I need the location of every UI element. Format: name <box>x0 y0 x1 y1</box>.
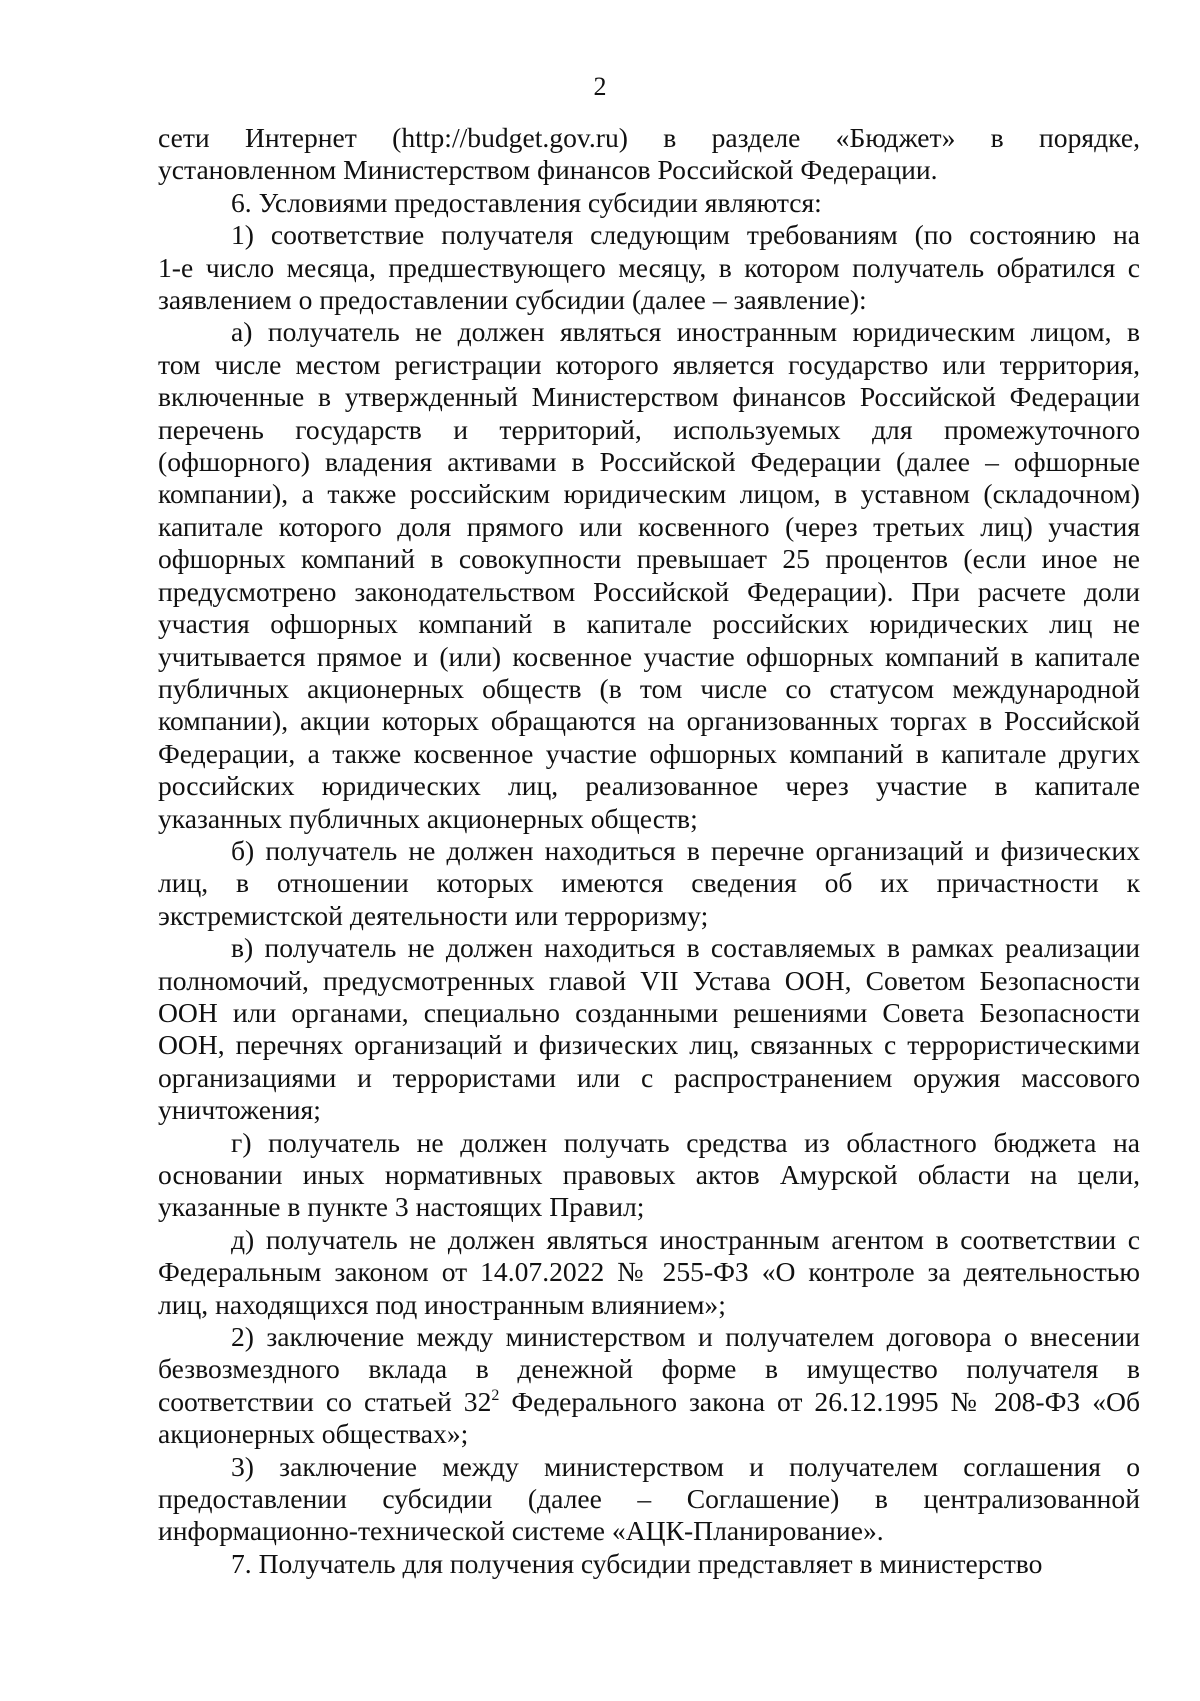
paragraph <box>158 122 1140 187</box>
text-line: организациями и террористами или с распространением оружия массового <box>158 1061 1140 1093</box>
text-line: предусмотрено законодательством Российской Федерации). При расчете доли <box>158 575 1140 607</box>
text-line: 2) заключение между министерством и получателем договора о внесении <box>231 1321 1140 1353</box>
text-line: перечень государств и территорий, используемых для промежуточного <box>158 413 1140 445</box>
text-line <box>158 1386 1140 1418</box>
text-line: б) получатель не должен находиться в перечне организаций и физических <box>231 834 1140 866</box>
text-line: участия офшорных компаний в капитале российских юридических лиц не <box>158 608 1140 640</box>
text-line: лиц, в отношении которых имеются сведения об их причастности к <box>158 867 1140 899</box>
text-line: (офшорного) владения активами в Российской Федерации (далее – офшорные <box>158 446 1140 478</box>
text-line: российских юридических лиц, реализованное через участие в капитале <box>158 770 1140 802</box>
paragraph <box>158 1548 1140 1580</box>
text-line: сети Интернет (http://budget.gov.ru) в разделе «Бюджет» в порядке, <box>158 122 1140 153</box>
paragraph <box>158 316 1140 835</box>
text-line: 1-е число месяца, предшествующего месяцу, в котором получатель обратился с <box>158 251 1140 283</box>
text-line: безвозмездного вклада в денежной форме в имущество получателя в <box>158 1353 1140 1385</box>
text-line: полномочий, предусмотренных главой VII Устава ООН, Советом Безопасности <box>158 964 1140 996</box>
text-line: компании), акции которых обращаются на организованных торгах в Российской <box>158 705 1140 737</box>
text-line: 6. Условиями предоставления субсидии являются: <box>231 186 822 218</box>
text-line: заявлением о предоставлении субсидии (далее – заявление): <box>158 284 867 316</box>
text-line: публичных акционерных обществ (в том числе со статусом международной <box>158 672 1140 704</box>
text-line: в) получатель не должен находиться в составляемых в рамках реализации <box>231 932 1140 964</box>
text-line: акционерных обществах»; <box>158 1418 469 1450</box>
text-line: г) получатель не должен получать средства из областного бюджета на <box>231 1126 1140 1158</box>
text-line: компании), а также российским юридическим лицом, в уставном (складочном) <box>158 478 1140 510</box>
text-line: Федерации, а также косвенное участие офшорных компаний в капитале других <box>158 737 1140 769</box>
paragraph <box>158 219 1140 316</box>
text-line: экстремистской деятельности или терроризму; <box>158 899 709 931</box>
text-line: 3) заключение между министерством и получателем соглашения о <box>231 1450 1140 1482</box>
text-line: уничтожения; <box>158 1094 321 1126</box>
document-body <box>158 122 1140 1580</box>
page-number: 2 <box>593 72 607 101</box>
paragraph <box>158 932 1140 1126</box>
text-line: Федеральным законом от 14.07.2022 № 255-ФЗ «О контроле за деятельностью <box>158 1256 1140 1288</box>
text-line: ООН или органами, специально созданными решениями Совета Безопасности <box>158 996 1140 1028</box>
text-line: капитале которого доля прямого или косвенного (через третьих лиц) участия <box>158 510 1140 542</box>
text-line: основании иных нормативных правовых актов Амурской области на цели, <box>158 1159 1140 1190</box>
text-line: д) получатель не должен являться иностранным агентом в соответствии с <box>231 1223 1140 1255</box>
text-line: том числе местом регистрации которого является государство или территория, <box>158 348 1140 380</box>
text-segment: соответствии со статьей 32 <box>158 1385 492 1417</box>
text-line: информационно-технической системе «АЦК-Планирование». <box>158 1515 884 1547</box>
text-line: указанные в пункте 3 настоящих Правил; <box>158 1191 645 1223</box>
text-line: указанных публичных акционерных обществ; <box>158 802 698 834</box>
text-line: 7. Получатель для получения субсидии представляет в министерство <box>231 1547 1043 1579</box>
text-line: лиц, находящихся под иностранным влиянием»; <box>158 1288 726 1320</box>
text-segment: Федерального закона от 26.12.1995 № 208-ФЗ «Об <box>499 1385 1140 1417</box>
text-line: установленном Министерством финансов Российской Федерации. <box>158 154 938 186</box>
text-line: офшорных компаний в совокупности превышает 25 процентов (если иное не <box>158 543 1140 575</box>
paragraph <box>158 1224 1140 1321</box>
paragraph <box>158 835 1140 932</box>
text-line: учитывается прямое и (или) косвенное участие офшорных компаний в капитале <box>158 640 1140 672</box>
text-line: ООН, перечнях организаций и физических лиц, связанных с террористическими <box>158 1029 1140 1061</box>
superscript: 2 <box>491 1386 500 1404</box>
text-line: 1) соответствие получателя следующим требованиям (по состоянию на <box>231 219 1140 251</box>
paragraph <box>158 1321 1140 1451</box>
text-line: включенные в утвержденный Министерством финансов Российской Федерации <box>158 381 1140 413</box>
paragraph <box>158 187 1140 219</box>
text-line: предоставлении субсидии (далее – Соглашение) в централизованной <box>158 1483 1140 1515</box>
paragraph <box>158 1127 1140 1224</box>
paragraph <box>158 1451 1140 1548</box>
text-line: а) получатель не должен являться иностранным юридическим лицом, в <box>231 316 1140 348</box>
